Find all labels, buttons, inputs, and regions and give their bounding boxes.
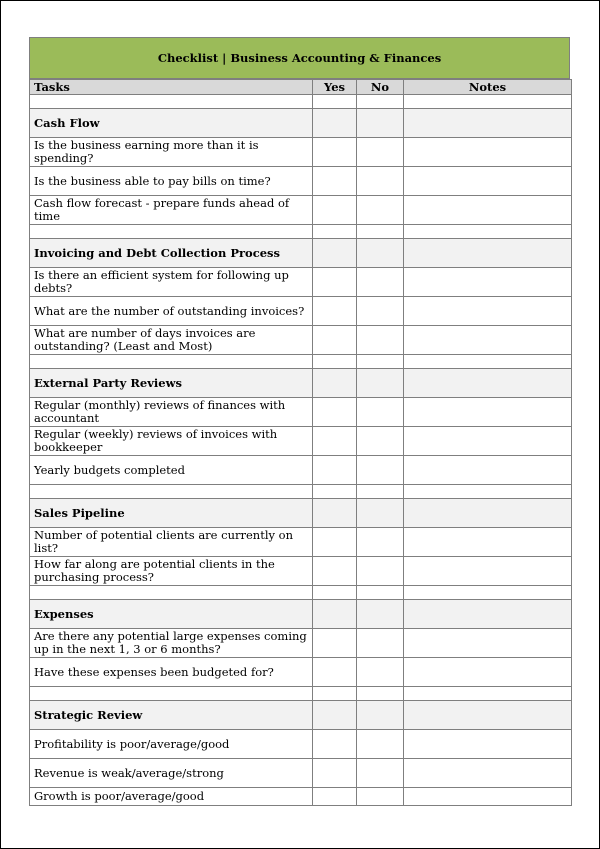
yes-cell[interactable] [313,398,357,427]
task-row [30,629,572,658]
yes-cell[interactable] [313,225,357,239]
task-row [30,759,572,788]
notes-cell[interactable] [404,499,572,528]
yes-cell[interactable] [313,701,357,730]
notes-cell[interactable] [404,326,572,355]
yes-cell[interactable] [313,557,357,586]
notes-cell[interactable] [404,485,572,499]
notes-cell[interactable] [404,427,572,456]
spacer-row [30,225,572,239]
no-cell[interactable] [357,297,404,326]
yes-cell[interactable] [313,239,357,268]
section-row [30,239,572,268]
task-label: Are there any potential large expenses coming up in the next 1, 3 or 6 months? [30,629,313,658]
spacer-row [30,586,572,600]
section-heading: Invoicing and Debt Collection Process [30,239,313,268]
no-cell[interactable] [357,427,404,456]
checklist-title: Checklist | Business Accounting & Finances [29,37,570,79]
notes-cell[interactable] [404,398,572,427]
task-row [30,138,572,167]
task-label: Have these expenses been budgeted for? [30,658,313,687]
yes-cell[interactable] [313,268,357,297]
notes-cell[interactable] [404,586,572,600]
task-label: Profitability is poor/average/good [30,730,313,759]
spacer-cell [30,485,313,499]
no-cell[interactable] [357,687,404,701]
no-cell[interactable] [357,730,404,759]
spacer-row [30,95,572,109]
notes-cell[interactable] [404,629,572,658]
notes-cell[interactable] [404,759,572,788]
yes-cell[interactable] [313,167,357,196]
yes-cell[interactable] [313,456,357,485]
task-row [30,528,572,557]
notes-cell[interactable] [404,196,572,225]
task-row [30,326,572,355]
spacer-row [30,687,572,701]
section-heading: Cash Flow [30,109,313,138]
yes-cell[interactable] [313,297,357,326]
yes-cell[interactable] [313,196,357,225]
notes-cell[interactable] [404,355,572,369]
notes-cell[interactable] [404,788,572,806]
task-label: What are the number of outstanding invoices? [30,297,313,326]
task-row [30,268,572,297]
task-row [30,427,572,456]
header-row [30,80,572,95]
section-row [30,600,572,629]
task-label: Revenue is weak/average/strong [30,759,313,788]
yes-cell[interactable] [313,629,357,658]
no-cell[interactable] [357,557,404,586]
task-row [30,297,572,326]
spacer-cell [30,586,313,600]
no-cell[interactable] [357,95,404,109]
no-cell[interactable] [357,586,404,600]
task-row [30,557,572,586]
no-cell[interactable] [357,268,404,297]
task-row [30,658,572,687]
yes-cell[interactable] [313,586,357,600]
task-row [30,398,572,427]
section-row [30,701,572,730]
notes-cell[interactable] [404,557,572,586]
spacer-row [30,485,572,499]
section-heading: External Party Reviews [30,369,313,398]
spacer-cell [30,225,313,239]
section-heading: Sales Pipeline [30,499,313,528]
notes-cell[interactable] [404,456,572,485]
notes-cell[interactable] [404,600,572,629]
yes-cell[interactable] [313,355,357,369]
notes-cell[interactable] [404,528,572,557]
no-cell[interactable] [357,485,404,499]
section-row [30,369,572,398]
task-label: Is the business able to pay bills on time? [30,167,313,196]
section-row [30,109,572,138]
yes-cell[interactable] [313,759,357,788]
yes-cell[interactable] [313,730,357,759]
checklist-body [30,95,572,806]
yes-cell[interactable] [313,326,357,355]
section-heading: Strategic Review [30,701,313,730]
notes-cell[interactable] [404,687,572,701]
notes-cell[interactable] [404,225,572,239]
notes-cell[interactable] [404,297,572,326]
no-cell[interactable] [357,456,404,485]
yes-cell[interactable] [313,427,357,456]
notes-cell[interactable] [404,167,572,196]
notes-cell[interactable] [404,268,572,297]
task-label: What are number of days invoices are outstanding? (Least and Most) [30,326,313,355]
no-column-header: No [357,80,404,95]
task-label: Regular (weekly) reviews of invoices with bookkeeper [30,427,313,456]
no-cell[interactable] [357,528,404,557]
section-row [30,499,572,528]
task-row [30,196,572,225]
spacer-cell [30,687,313,701]
task-label: Regular (monthly) reviews of finances with accountant [30,398,313,427]
task-row [30,788,572,806]
notes-cell[interactable] [404,658,572,687]
yes-cell[interactable] [313,485,357,499]
yes-cell[interactable] [313,499,357,528]
yes-cell[interactable] [313,109,357,138]
task-label: Yearly budgets completed [30,456,313,485]
no-cell[interactable] [357,326,404,355]
no-cell[interactable] [357,788,404,806]
yes-cell[interactable] [313,600,357,629]
no-cell[interactable] [357,109,404,138]
checklist-table [29,79,572,806]
no-cell[interactable] [357,369,404,398]
yes-cell[interactable] [313,788,357,806]
yes-column-header: Yes [313,80,357,95]
yes-cell[interactable] [313,528,357,557]
task-label: Is the business earning more than it is spending? [30,138,313,167]
yes-cell[interactable] [313,369,357,398]
no-cell[interactable] [357,167,404,196]
no-cell[interactable] [357,759,404,788]
no-cell[interactable] [357,658,404,687]
spacer-row [30,355,572,369]
task-label: Growth is poor/average/good [30,788,313,806]
no-cell[interactable] [357,355,404,369]
notes-cell[interactable] [404,730,572,759]
no-cell[interactable] [357,629,404,658]
notes-cell[interactable] [404,95,572,109]
no-cell[interactable] [357,239,404,268]
task-label: Number of potential clients are currently on list? [30,528,313,557]
yes-cell[interactable] [313,95,357,109]
no-cell[interactable] [357,138,404,167]
task-row [30,730,572,759]
task-label: How far along are potential clients in the purchasing process? [30,557,313,586]
notes-cell[interactable] [404,138,572,167]
notes-cell[interactable] [404,109,572,138]
no-cell[interactable] [357,701,404,730]
task-row [30,456,572,485]
no-cell[interactable] [357,600,404,629]
no-cell[interactable] [357,499,404,528]
yes-cell[interactable] [313,658,357,687]
task-row [30,167,572,196]
notes-column-header: Notes [404,80,572,95]
section-heading: Expenses [30,600,313,629]
no-cell[interactable] [357,398,404,427]
no-cell[interactable] [357,196,404,225]
notes-cell[interactable] [404,369,572,398]
notes-cell[interactable] [404,239,572,268]
yes-cell[interactable] [313,687,357,701]
task-label: Is there an efficient system for following up debts? [30,268,313,297]
spacer-cell [30,95,313,109]
spacer-cell [30,355,313,369]
task-label: Cash flow forecast - prepare funds ahead of time [30,196,313,225]
yes-cell[interactable] [313,138,357,167]
tasks-column-header: Tasks [30,80,313,95]
no-cell[interactable] [357,225,404,239]
notes-cell[interactable] [404,701,572,730]
